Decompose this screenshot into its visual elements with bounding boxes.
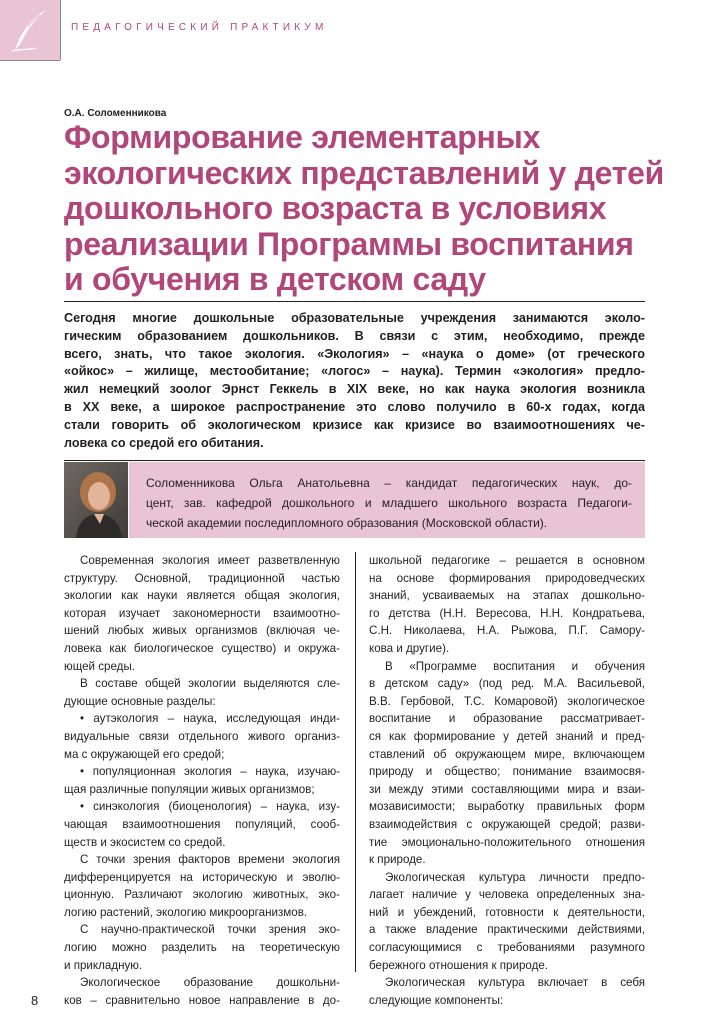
body-column-left	[64, 552, 340, 1009]
paragraph-line: в детском саду» (под ред. М.А. Васильевой,	[369, 677, 645, 691]
paragraph-line: лагает наличие у человека определенных зна-	[369, 888, 645, 902]
header-horizontal-rule	[0, 60, 60, 61]
paragraph-line: шений любых живых организмов (включая че-	[64, 624, 340, 638]
paragraph-line: следующие компоненты:	[369, 993, 504, 1007]
author-photo	[64, 462, 128, 538]
paragraph-line: В «Программе воспитания и обучения	[385, 659, 645, 673]
paragraph-line: структуру. Основной, традиционной частью	[64, 571, 340, 585]
lead-line: в XX веке, а широкое распространение это слово получило в 60-х годах, когда	[64, 399, 645, 414]
lead-line: всего, знать, что такое экология. «Экология» – «наука о доме» (от греческого	[64, 346, 645, 361]
paragraph-line: • аутэкология – наука, исследующая инди-	[80, 712, 340, 726]
paragraph-line: ма с окружающей его средой;	[64, 747, 225, 761]
page-number: 8	[31, 993, 39, 1008]
lead-line: ловека со средой его обитания.	[64, 435, 264, 450]
lead-line: жил немецкий зоолог Эрнст Геккель в XIX веке, но как наука экология возникла	[64, 382, 645, 397]
paragraph-line: а также владение практическими действиями,	[369, 923, 645, 937]
title-line: Формирование элементарных	[64, 119, 541, 155]
paragraph-line: ществ и экосистем со средой.	[64, 835, 226, 849]
title-line: дошкольного возраста в условиях	[64, 190, 607, 226]
article-author: О.А. Соломенникова	[64, 108, 167, 119]
title-line: экологических представлений у детей	[64, 154, 664, 191]
header-vertical-rule	[60, 0, 61, 60]
author-bio	[146, 473, 632, 533]
paragraph-line: бережного отношения к природе.	[369, 958, 549, 972]
article-lead	[64, 310, 645, 452]
lead-line: Сегодня многие дошкольные образовательные учреждения занимаются эколо-	[64, 311, 645, 325]
paragraph-line: ционную. Различают экологию животных, эко-	[64, 888, 340, 902]
paragraph-line: щая различные популяции живых организмов;	[64, 782, 315, 796]
paragraph-line: тие эмоционально-положительного отношения	[369, 835, 645, 849]
paragraph-line: кова и другие).	[369, 641, 450, 655]
article-title	[64, 120, 664, 298]
paragraph-line: школьной педагогике – решается в основном	[369, 554, 645, 567]
lead-line: гическим образованием дошкольников. В связи с этим, необходимо, прежде	[64, 328, 645, 343]
paragraph-line: • популяционная экология – наука, изучаю-	[80, 765, 340, 779]
bio-line: Соломенникова Ольга Анатольевна – кандидат педагогических наук, до-	[146, 476, 632, 490]
running-head: ПЕДАГОГИЧЕСКИЙ ПРАКТИКУМ	[71, 22, 328, 33]
lead-line: стали говорить об экологическом кризисе как кризисе во взаимоотношениях че-	[64, 417, 645, 432]
paragraph-line: и прикладную.	[64, 958, 143, 972]
paragraph-line: зи между этими составляющими мира и взаи-	[369, 782, 645, 796]
paragraph-line: В составе общей экологии выделяются сле-	[80, 677, 340, 691]
paragraph-line: Современная экология имеет разветвленную	[80, 554, 340, 567]
paragraph-line: Экологическая культура личности предпо-	[385, 870, 645, 884]
paragraph-line: ся как формирование у детей знаний и пред-	[369, 729, 645, 743]
title-line: реализации Программы воспитания	[64, 225, 634, 262]
paragraph-line: Экологическое образование дошкольни-	[80, 976, 340, 990]
paragraph-line: видуальные связи отдельного живого организ-	[64, 729, 340, 743]
lead-line: «ойкос» – жилище, местообитание; «логос» – наука). Термин «экология» предло-	[64, 364, 645, 379]
bio-line: цент, зав. кафедрой дошкольного и младшего школьного возраста Педагоги-	[146, 496, 632, 510]
paragraph-line: знаний, усваиваемых на этапах дошкольно-	[369, 589, 645, 603]
paragraph-line: С.Н. Николаева, Н.А. Рыжова, П.Г. Самору-	[369, 624, 645, 638]
paragraph-line: ловека как биологическое существо) и окружа-	[64, 641, 340, 655]
paragraph-line: Экологическая культура включает в себя	[385, 976, 645, 990]
paragraph-line: дифференцируется на историческую и эволю-	[64, 870, 340, 884]
column-divider	[355, 552, 356, 972]
paragraph-line: согласующимися с требованиями разумного	[369, 941, 645, 955]
paragraph-line: В.В. Гербовой, Т.С. Комаровой) экологическое	[369, 694, 645, 708]
paragraph-line: С точки зрения факторов времени экология	[80, 853, 340, 867]
paragraph-line: на основе формирования природоведческих	[369, 571, 645, 585]
title-line: и обучения в детском саду	[64, 261, 486, 297]
body-column-right	[369, 552, 645, 1009]
paragraph-line: взаимодействия с окружающей средой; разви-	[369, 817, 645, 831]
paragraph-line: дующие основные разделы:	[64, 694, 216, 708]
quill-pen-icon	[6, 6, 54, 54]
header-logo-block	[0, 0, 60, 60]
paragraph-line: С научно-практической точки зрения эко-	[80, 923, 340, 937]
paragraph-line: ставлений об окружающем мире, включающем	[369, 747, 645, 761]
paragraph-line: го детства (Н.Н. Вересова, Н.Н. Кондратьева,	[369, 606, 645, 620]
paragraph-line: чающая взаимоотношения популяций, сооб-	[64, 817, 340, 831]
paragraph-line: к природе.	[369, 853, 426, 867]
paragraph-line: • синэкология (биоценология) – наука, изу-	[80, 800, 340, 814]
title-divider	[64, 301, 645, 302]
paragraph-line: ющей среды.	[64, 659, 136, 673]
paragraph-line: воспитание и образование рассматривает-	[369, 712, 645, 726]
paragraph-line: логию можно разделить на теоретическую	[64, 941, 340, 955]
paragraph-line: природу и общество; понимание взаимосвя-	[369, 765, 645, 779]
paragraph-line: мозависимости; выработку правильных форм	[369, 800, 645, 814]
paragraph-line: ков – сравнительно новое направление в до-	[64, 993, 340, 1007]
bio-line: ческой академии последипломного образования (Московской области).	[146, 516, 548, 530]
paragraph-line: логию растений, экологию микроорганизмов.	[64, 905, 308, 919]
paragraph-line: ний и убеждений, готовности к деятельности,	[369, 905, 645, 919]
paragraph-line: которая изучает закономерности взаимоотно-	[64, 606, 340, 620]
paragraph-line: экологии как науки является общая экология,	[64, 589, 340, 603]
bio-divider	[64, 460, 645, 461]
